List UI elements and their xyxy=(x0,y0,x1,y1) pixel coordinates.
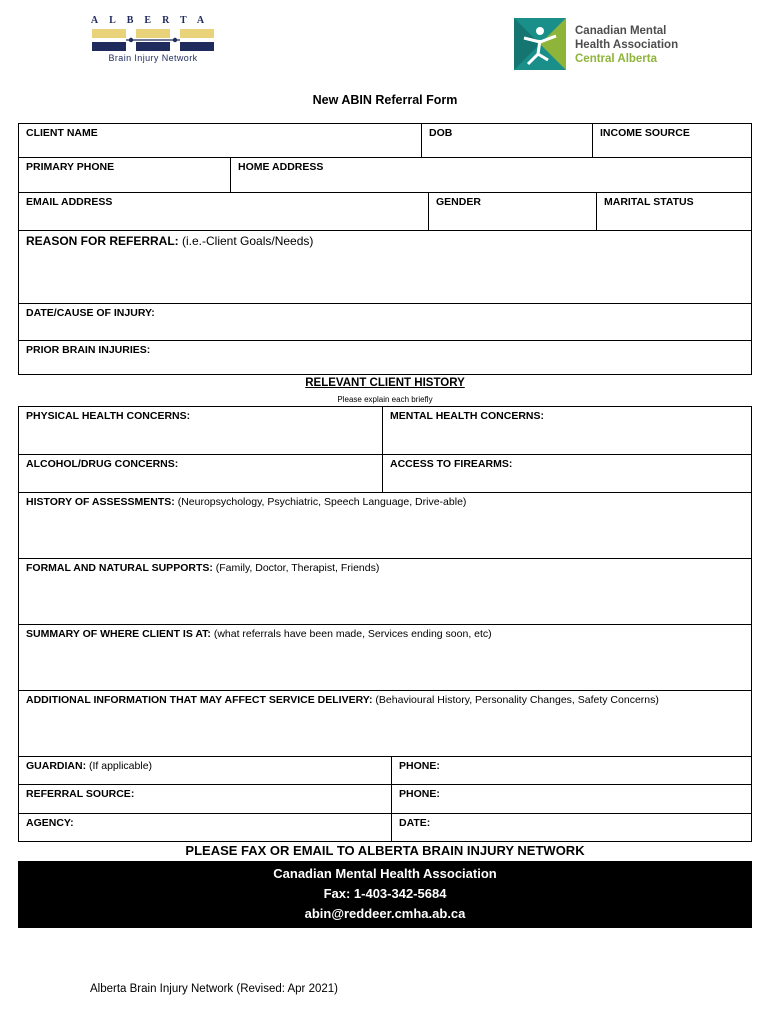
date-field[interactable] xyxy=(391,813,752,842)
history-section-title: RELEVANT CLIENT HISTORY xyxy=(305,377,465,389)
agency-label: AGENCY: xyxy=(26,817,74,829)
dob-field[interactable] xyxy=(421,123,593,158)
guardian-title: GUARDIAN: xyxy=(26,760,87,772)
referral-source-label: REFERRAL SOURCE: xyxy=(26,788,135,800)
abin-logo-graphic xyxy=(92,27,214,53)
guardian-phone-field[interactable] xyxy=(391,756,752,785)
cmha-logo-mark xyxy=(514,18,566,70)
assessments-note: (Neuropsychology, Psychiatric, Speech Language, Drive-able) xyxy=(174,496,467,508)
primary-phone-field[interactable] xyxy=(18,157,231,193)
supports-note: (Family, Doctor, Therapist, Friends) xyxy=(212,562,380,574)
reason-for-referral-label xyxy=(26,234,313,248)
primary-phone-label: PRIMARY PHONE xyxy=(26,161,115,173)
cmha-logo-line3: Central Alberta xyxy=(575,53,658,65)
income-source-field[interactable] xyxy=(592,123,752,158)
income-source-label: INCOME SOURCE xyxy=(600,127,690,139)
submission-fax: Fax: 1-403-342-5684 xyxy=(323,886,447,901)
supports-field[interactable] xyxy=(18,558,752,625)
alcohol-drug-field[interactable] xyxy=(18,454,383,493)
client-name-label: CLIENT NAME xyxy=(26,127,98,139)
client-name-field[interactable] xyxy=(18,123,422,158)
guardian-field[interactable] xyxy=(18,756,392,785)
submission-heading: PLEASE FAX OR EMAIL TO ALBERTA BRAIN INJURY NETWORK xyxy=(185,843,585,858)
date-label: DATE: xyxy=(399,817,431,829)
reason-for-referral-note: (i.e.-Client Goals/Needs) xyxy=(178,234,314,248)
summary-title: SUMMARY OF WHERE CLIENT IS AT: xyxy=(26,628,211,640)
physical-health-label: PHYSICAL HEALTH CONCERNS: xyxy=(26,410,191,422)
home-address-field[interactable] xyxy=(230,157,752,193)
guardian-label xyxy=(26,760,152,772)
reason-for-referral-field[interactable] xyxy=(18,230,752,304)
firearms-field[interactable] xyxy=(382,454,752,493)
summary-field[interactable] xyxy=(18,624,752,691)
dob-label: DOB xyxy=(429,127,453,139)
summary-label xyxy=(26,628,492,640)
marital-status-label: MARITAL STATUS xyxy=(604,196,694,208)
referral-phone-label: PHONE: xyxy=(399,788,440,800)
mental-health-label: MENTAL HEALTH CONCERNS: xyxy=(390,410,544,422)
cmha-logo-line1: Canadian Mental xyxy=(575,25,667,37)
form-title: New ABIN Referral Form xyxy=(312,93,458,107)
history-section-note: Please explain each briefly xyxy=(337,395,433,404)
supports-title: FORMAL AND NATURAL SUPPORTS: xyxy=(26,562,213,574)
firearms-label: ACCESS TO FIREARMS: xyxy=(390,458,513,470)
gender-label: GENDER xyxy=(436,196,481,208)
abin-logo xyxy=(90,15,216,65)
prior-brain-injuries-field[interactable] xyxy=(18,340,752,375)
additional-info-title: ADDITIONAL INFORMATION THAT MAY AFFECT SERVICE DELIVERY: xyxy=(26,694,373,706)
email-address-field[interactable] xyxy=(18,192,429,231)
agency-field[interactable] xyxy=(18,813,392,842)
cmha-logo xyxy=(514,18,704,70)
abin-logo-title: ALBERTA xyxy=(90,15,216,26)
reason-for-referral-title: REASON FOR REFERRAL: xyxy=(26,234,179,248)
cmha-logo-line2: Health Association xyxy=(575,39,679,51)
referral-source-field[interactable] xyxy=(18,784,392,814)
referral-phone-field[interactable] xyxy=(391,784,752,814)
submission-contact-box xyxy=(18,861,752,928)
assessments-label xyxy=(26,496,466,508)
prior-brain-injuries-label: PRIOR BRAIN INJURIES: xyxy=(26,344,151,356)
date-cause-injury-field[interactable] xyxy=(18,303,752,341)
guardian-note: (If applicable) xyxy=(86,760,153,772)
mental-health-field[interactable] xyxy=(382,406,752,455)
alcohol-drug-label: ALCOHOL/DRUG CONCERNS: xyxy=(26,458,179,470)
additional-info-label xyxy=(26,694,659,706)
physical-health-field[interactable] xyxy=(18,406,383,455)
abin-logo-subtitle: Brain Injury Network xyxy=(108,53,198,63)
assessments-title: HISTORY OF ASSESSMENTS: xyxy=(26,496,175,508)
assessments-field[interactable] xyxy=(18,492,752,559)
home-address-label: HOME ADDRESS xyxy=(238,161,324,173)
email-address-label: EMAIL ADDRESS xyxy=(26,196,113,208)
supports-label xyxy=(26,562,379,574)
submission-email[interactable]: abin@reddeer.cmha.ab.ca xyxy=(304,906,466,921)
additional-info-note: (Behavioural History, Personality Changes, Safety Concerns) xyxy=(372,694,659,706)
submission-org: Canadian Mental Health Association xyxy=(273,866,497,881)
footer-revision: Alberta Brain Injury Network (Revised: Apr 2021) xyxy=(90,983,338,995)
gender-field[interactable] xyxy=(428,192,597,231)
guardian-phone-label: PHONE: xyxy=(399,760,440,772)
date-cause-injury-label: DATE/CAUSE OF INJURY: xyxy=(26,307,155,319)
summary-note: (what referrals have been made, Services ending soon, etc) xyxy=(210,628,492,640)
marital-status-field[interactable] xyxy=(596,192,752,231)
cmha-logo-text xyxy=(575,24,678,66)
additional-info-field[interactable] xyxy=(18,690,752,757)
